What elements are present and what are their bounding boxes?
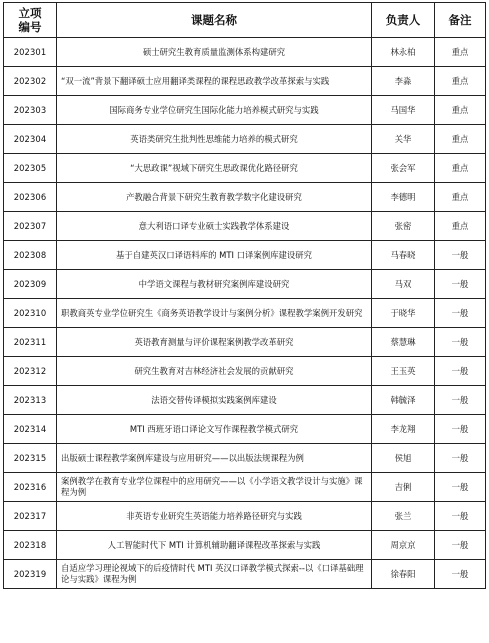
cell-project-name: 职教商英专业学位研究生《商务英语教学设计与案例分析》课程教学案例开发研究 (57, 299, 372, 328)
cell-note: 重点 (435, 183, 486, 212)
cell-note: 一般 (435, 386, 486, 415)
cell-project-id: 202304 (4, 125, 57, 154)
table-row (4, 67, 486, 96)
cell-note: 一般 (435, 299, 486, 328)
cell-owner: 张密 (372, 212, 435, 241)
cell-project-name: 案例教学在教育专业学位课程中的应用研究——以《小学语文教学设计与实施》课程为例 (57, 473, 372, 502)
cell-owner: 林永柏 (372, 38, 435, 67)
cell-project-id: 202309 (4, 270, 57, 299)
table-row (4, 473, 486, 502)
cell-project-id: 202316 (4, 473, 57, 502)
table-row (4, 212, 486, 241)
cell-owner: 李德明 (372, 183, 435, 212)
table-row (4, 38, 486, 67)
cell-note: 一般 (435, 531, 486, 560)
cell-project-name: “双一流”背景下翻译硕士应用翻译类课程的课程思政教学改革探索与实践 (57, 67, 372, 96)
cell-project-name: 英语教育测量与评价课程案例教学改革研究 (57, 328, 372, 357)
cell-owner: 马春晓 (372, 241, 435, 270)
cell-note: 一般 (435, 328, 486, 357)
table-row (4, 154, 486, 183)
cell-owner: 马双 (372, 270, 435, 299)
cell-project-id: 202306 (4, 183, 57, 212)
cell-project-id: 202317 (4, 502, 57, 531)
cell-project-id: 202318 (4, 531, 57, 560)
cell-owner: 于晓华 (372, 299, 435, 328)
cell-note: 重点 (435, 67, 486, 96)
table-row (4, 502, 486, 531)
cell-note: 一般 (435, 357, 486, 386)
cell-project-id: 202308 (4, 241, 57, 270)
table-row (4, 444, 486, 473)
cell-note: 重点 (435, 154, 486, 183)
cell-owner: 李淼 (372, 67, 435, 96)
cell-project-name: 国际商务专业学位研究生国际化能力培养模式研究与实践 (57, 96, 372, 125)
cell-project-id: 202313 (4, 386, 57, 415)
cell-owner: 侯旭 (372, 444, 435, 473)
cell-note: 一般 (435, 560, 486, 589)
cell-note: 一般 (435, 270, 486, 299)
project-table (3, 2, 486, 589)
header-id-line1: 立项 (18, 6, 42, 20)
cell-project-name: 法语交替传译模拟实践案例库建设 (57, 386, 372, 415)
cell-project-id: 202311 (4, 328, 57, 357)
cell-project-name: 意大利语口译专业硕士实践教学体系建设 (57, 212, 372, 241)
header-id-line2: 编号 (18, 20, 42, 34)
cell-project-id: 202319 (4, 560, 57, 589)
cell-note: 重点 (435, 96, 486, 125)
cell-note: 一般 (435, 502, 486, 531)
cell-owner: 周京京 (372, 531, 435, 560)
header-project-id (4, 3, 57, 38)
cell-project-name: “大思政课”视域下研究生思政课优化路径研究 (57, 154, 372, 183)
cell-owner: 吉俐 (372, 473, 435, 502)
table-row (4, 96, 486, 125)
cell-note: 一般 (435, 415, 486, 444)
header-project-name: 课题名称 (57, 3, 372, 38)
cell-note: 重点 (435, 125, 486, 154)
cell-project-name: 硕士研究生教育质量监测体系构建研究 (57, 38, 372, 67)
cell-project-id: 202312 (4, 357, 57, 386)
cell-note: 一般 (435, 241, 486, 270)
cell-project-id: 202310 (4, 299, 57, 328)
cell-note: 一般 (435, 444, 486, 473)
cell-project-id: 202307 (4, 212, 57, 241)
table-row (4, 270, 486, 299)
cell-owner: 徐春阳 (372, 560, 435, 589)
cell-note: 一般 (435, 473, 486, 502)
table-row (4, 357, 486, 386)
table-row (4, 531, 486, 560)
table-row (4, 328, 486, 357)
cell-project-name: 自适应学习理论视域下的后疫情时代 MTI 英汉口译教学模式探索--以《口译基础理论与实践》课程为例 (57, 560, 372, 589)
cell-note: 重点 (435, 212, 486, 241)
table-row (4, 415, 486, 444)
header-note: 备注 (435, 3, 486, 38)
cell-owner: 韩毓泽 (372, 386, 435, 415)
cell-project-id: 202315 (4, 444, 57, 473)
cell-owner: 张会军 (372, 154, 435, 183)
cell-project-id: 202303 (4, 96, 57, 125)
table-row (4, 125, 486, 154)
table-row (4, 241, 486, 270)
cell-project-name: 人工智能时代下 MTI 计算机辅助翻译课程改革探索与实践 (57, 531, 372, 560)
table-header-row (4, 3, 486, 38)
cell-project-name: 产教融合背景下研究生教育教学数字化建设研究 (57, 183, 372, 212)
cell-owner: 张兰 (372, 502, 435, 531)
cell-project-name: 基于自建英汉口译语料库的 MTI 口译案例库建设研究 (57, 241, 372, 270)
cell-project-id: 202301 (4, 38, 57, 67)
header-owner: 负责人 (372, 3, 435, 38)
cell-note: 重点 (435, 38, 486, 67)
cell-project-name: 中学语文课程与教材研究案例库建设研究 (57, 270, 372, 299)
cell-owner: 马国华 (372, 96, 435, 125)
cell-project-name: 英语类研究生批判性思维能力培养的模式研究 (57, 125, 372, 154)
cell-owner: 蔡慧琳 (372, 328, 435, 357)
cell-project-name: 非英语专业研究生英语能力培养路径研究与实践 (57, 502, 372, 531)
cell-project-name: 研究生教育对吉林经济社会发展的贡献研究 (57, 357, 372, 386)
table-row (4, 560, 486, 589)
cell-project-name: MTI 西班牙语口译论文写作课程教学模式研究 (57, 415, 372, 444)
cell-project-id: 202302 (4, 67, 57, 96)
table-row (4, 183, 486, 212)
cell-project-id: 202305 (4, 154, 57, 183)
table-row (4, 299, 486, 328)
cell-owner: 关华 (372, 125, 435, 154)
cell-owner: 李龙翔 (372, 415, 435, 444)
cell-project-name: 出版硕士课程教学案例库建设与应用研究——以出版法规课程为例 (57, 444, 372, 473)
cell-project-id: 202314 (4, 415, 57, 444)
table-body (4, 38, 486, 589)
table-row (4, 386, 486, 415)
cell-owner: 王玉英 (372, 357, 435, 386)
